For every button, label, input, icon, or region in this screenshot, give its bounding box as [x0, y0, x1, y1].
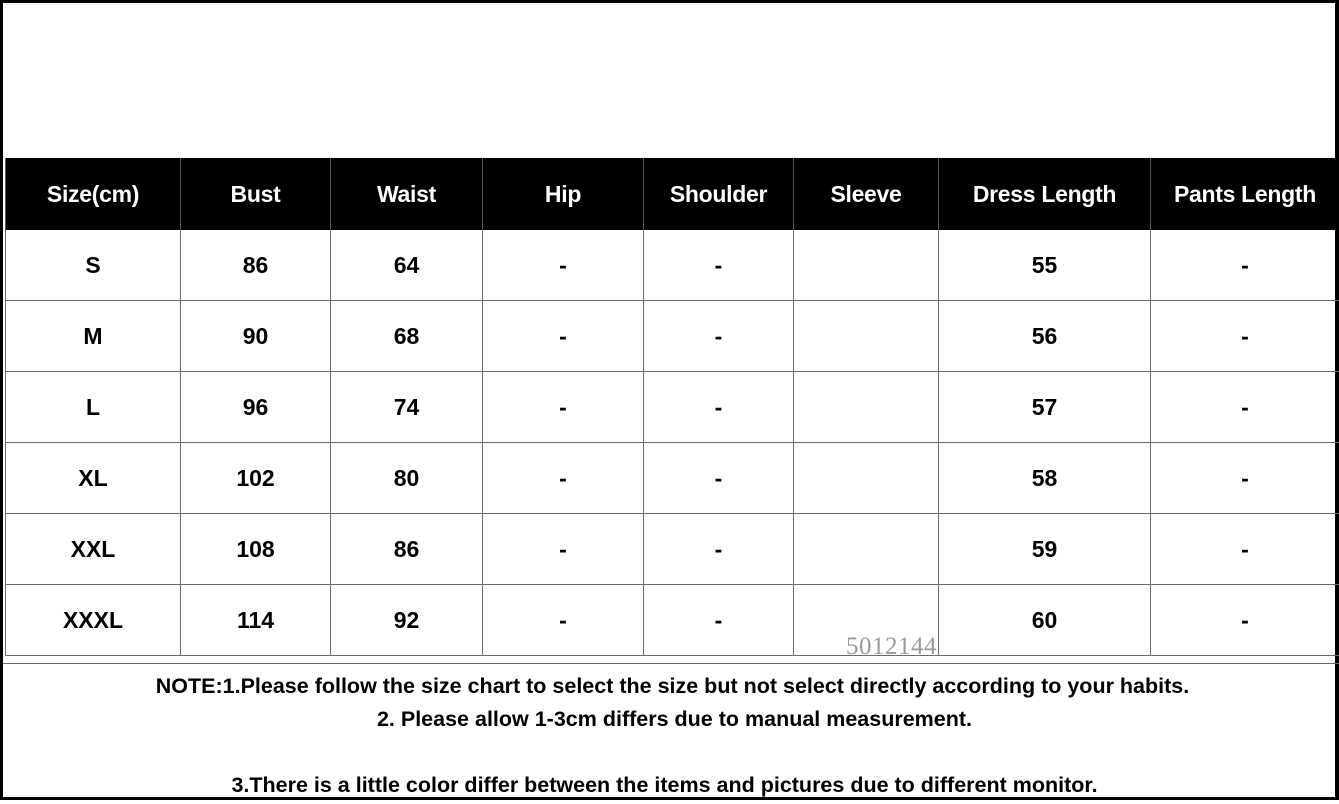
cell-hip: - — [483, 514, 644, 585]
header-hip: Hip — [483, 158, 644, 230]
cell-pants-length: - — [1151, 372, 1339, 443]
cell-hip: - — [483, 585, 644, 656]
cell-size: M — [6, 301, 181, 372]
cell-waist: 68 — [331, 301, 483, 372]
cell-sleeve — [794, 514, 939, 585]
cell-pants-length: - — [1151, 230, 1339, 301]
table-row — [6, 301, 1339, 372]
cell-size: S — [6, 230, 181, 301]
cell-hip: - — [483, 301, 644, 372]
cell-size: XXL — [6, 514, 181, 585]
cell-sleeve — [794, 230, 939, 301]
size-chart-table — [5, 158, 1339, 656]
cell-bust: 102 — [181, 443, 331, 514]
cell-size: L — [6, 372, 181, 443]
header-bust: Bust — [181, 158, 331, 230]
cell-bust: 86 — [181, 230, 331, 301]
cell-dress-length: 60 — [939, 585, 1151, 656]
cell-bust: 108 — [181, 514, 331, 585]
header-size: Size(cm) — [6, 158, 181, 230]
cell-pants-length: - — [1151, 301, 1339, 372]
header-sleeve: Sleeve — [794, 158, 939, 230]
cell-size: XXXL — [6, 585, 181, 656]
cell-dress-length: 59 — [939, 514, 1151, 585]
cell-waist: 74 — [331, 372, 483, 443]
cell-dress-length: 58 — [939, 443, 1151, 514]
table-row — [6, 443, 1339, 514]
table-row — [6, 230, 1339, 301]
watermark-number: 5012144 — [846, 633, 937, 661]
cell-shoulder: - — [644, 372, 794, 443]
cell-bust: 114 — [181, 585, 331, 656]
cell-pants-length: - — [1151, 585, 1339, 656]
cell-shoulder: - — [644, 514, 794, 585]
cell-waist: 92 — [331, 585, 483, 656]
cell-waist: 64 — [331, 230, 483, 301]
header-dress-length: Dress Length — [939, 158, 1151, 230]
cell-shoulder: - — [644, 443, 794, 514]
cell-shoulder: - — [644, 230, 794, 301]
cell-size: XL — [6, 443, 181, 514]
notes-section — [3, 663, 1339, 804]
cell-waist: 86 — [331, 514, 483, 585]
cell-shoulder: - — [644, 301, 794, 372]
cell-dress-length: 55 — [939, 230, 1151, 301]
cell-waist: 80 — [331, 443, 483, 514]
cell-hip: - — [483, 372, 644, 443]
cell-sleeve — [794, 301, 939, 372]
cell-shoulder: - — [644, 585, 794, 656]
cell-bust: 90 — [181, 301, 331, 372]
table-row — [6, 585, 1339, 656]
table-header-row — [6, 158, 1339, 230]
cell-hip: - — [483, 443, 644, 514]
note-line-3: 3.There is a little color differ between the items and pictures due to different monitor. — [0, 773, 1334, 798]
cell-pants-length: - — [1151, 443, 1339, 514]
note-line-2: 2. Please allow 1-3cm differs due to manual measurement. — [5, 707, 1339, 732]
table-row — [6, 514, 1339, 585]
header-waist: Waist — [331, 158, 483, 230]
table-row — [6, 372, 1339, 443]
cell-sleeve — [794, 372, 939, 443]
cell-pants-length: - — [1151, 514, 1339, 585]
cell-hip: - — [483, 230, 644, 301]
cell-dress-length: 57 — [939, 372, 1151, 443]
top-blank-area — [3, 3, 1335, 155]
note-line-1: NOTE:1.Please follow the size chart to select the size but not select directly according to your habits. — [3, 674, 1339, 699]
cell-dress-length: 56 — [939, 301, 1151, 372]
cell-sleeve — [794, 443, 939, 514]
header-pants-length: Pants Length — [1151, 158, 1339, 230]
cell-bust: 96 — [181, 372, 331, 443]
header-shoulder: Shoulder — [644, 158, 794, 230]
